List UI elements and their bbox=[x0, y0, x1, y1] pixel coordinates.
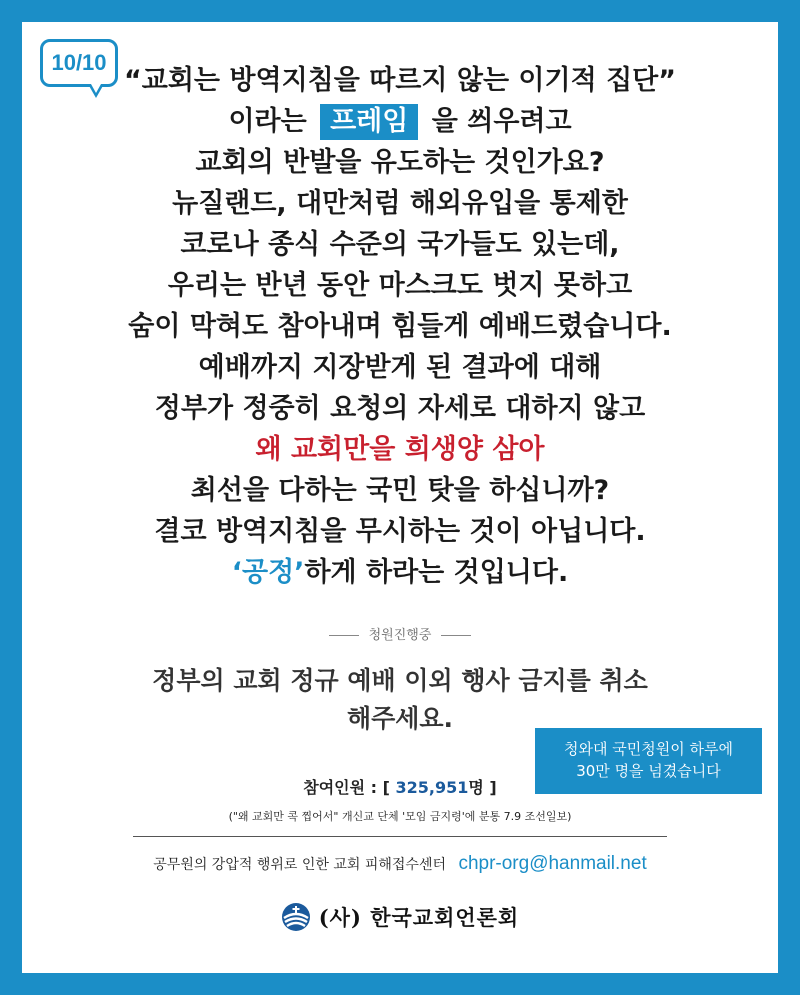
dash-left bbox=[329, 635, 359, 636]
contact-email[interactable]: chpr-org@hanmail.net bbox=[458, 853, 647, 874]
line-9: 정부가 정중히 요청의 자세로 대하지 않고 bbox=[154, 393, 646, 424]
petition-title bbox=[100, 662, 700, 738]
contact-label: 공무원의 강압적 행위로 인한 교회 피해접수센터 bbox=[153, 857, 446, 873]
count-unit: 명 ] bbox=[468, 778, 497, 797]
petition-status-label: 청원진행중 bbox=[368, 628, 432, 643]
line-13-post: 하게 하라는 것입니다. bbox=[304, 557, 569, 588]
main-message bbox=[100, 60, 700, 593]
line-6: 우리는 반년 동안 마스크도 벗지 못하고 bbox=[167, 270, 633, 301]
contact-line bbox=[0, 853, 800, 875]
org-footer bbox=[0, 902, 800, 932]
line-2-post: 을 씌우려고 bbox=[431, 106, 572, 137]
count-value: 325,951 bbox=[395, 778, 469, 797]
petition-title-line-1: 정부의 교회 정규 예배 이외 행사 금지를 취소 bbox=[152, 666, 648, 695]
line-8: 예배까지 지장받게 된 결과에 대해 bbox=[198, 352, 602, 383]
org-name: (사) 한국교회언론회 bbox=[318, 905, 520, 930]
count-label: 참여인원 : [ bbox=[303, 778, 390, 797]
line-10-highlight: 왜 교회만을 희생양 삼아 bbox=[255, 434, 545, 465]
line-7: 숨이 막혀도 참아내며 힘들게 예배드렸습니다. bbox=[128, 311, 672, 342]
church-press-logo-icon bbox=[281, 902, 311, 932]
line-2-pre: 이라는 bbox=[228, 106, 307, 137]
petition-status bbox=[0, 624, 800, 643]
news-source: ("왜 교회만 콕 찝어서" 개신교 단체 '모임 금지령'에 분통 7.9 조선일보) bbox=[228, 810, 572, 823]
line-11: 최선을 다하는 국민 탓을 하십니까? bbox=[190, 475, 610, 506]
page-badge: 10/10 bbox=[40, 39, 118, 87]
petition-title-line-2: 해주세요. bbox=[346, 704, 454, 733]
notice-line-2: 30만 명을 넘겼습니다 bbox=[576, 762, 721, 780]
line-12: 결코 방역지침을 무시하는 것이 아닙니다. bbox=[154, 516, 646, 547]
participant-count bbox=[0, 775, 800, 798]
frame-highlight: 프레임 bbox=[320, 104, 418, 140]
line-3: 교회의 반발을 유도하는 것인가요? bbox=[195, 147, 605, 178]
line-5: 코로나 종식 수준의 국가들도 있는데, bbox=[180, 229, 620, 260]
dash-right bbox=[441, 635, 471, 636]
line-13 bbox=[100, 552, 700, 593]
line-13-fairness: ‘공정’ bbox=[231, 557, 305, 588]
line-1: “교회는 방역지침을 따르지 않는 이기적 집단” bbox=[124, 65, 676, 96]
notice-line-1: 청와대 국민청원이 하루에 bbox=[564, 740, 733, 758]
divider-line bbox=[133, 836, 667, 837]
line-4: 뉴질랜드, 대만처럼 해외유입을 통제한 bbox=[172, 188, 628, 219]
line-2 bbox=[100, 101, 700, 142]
